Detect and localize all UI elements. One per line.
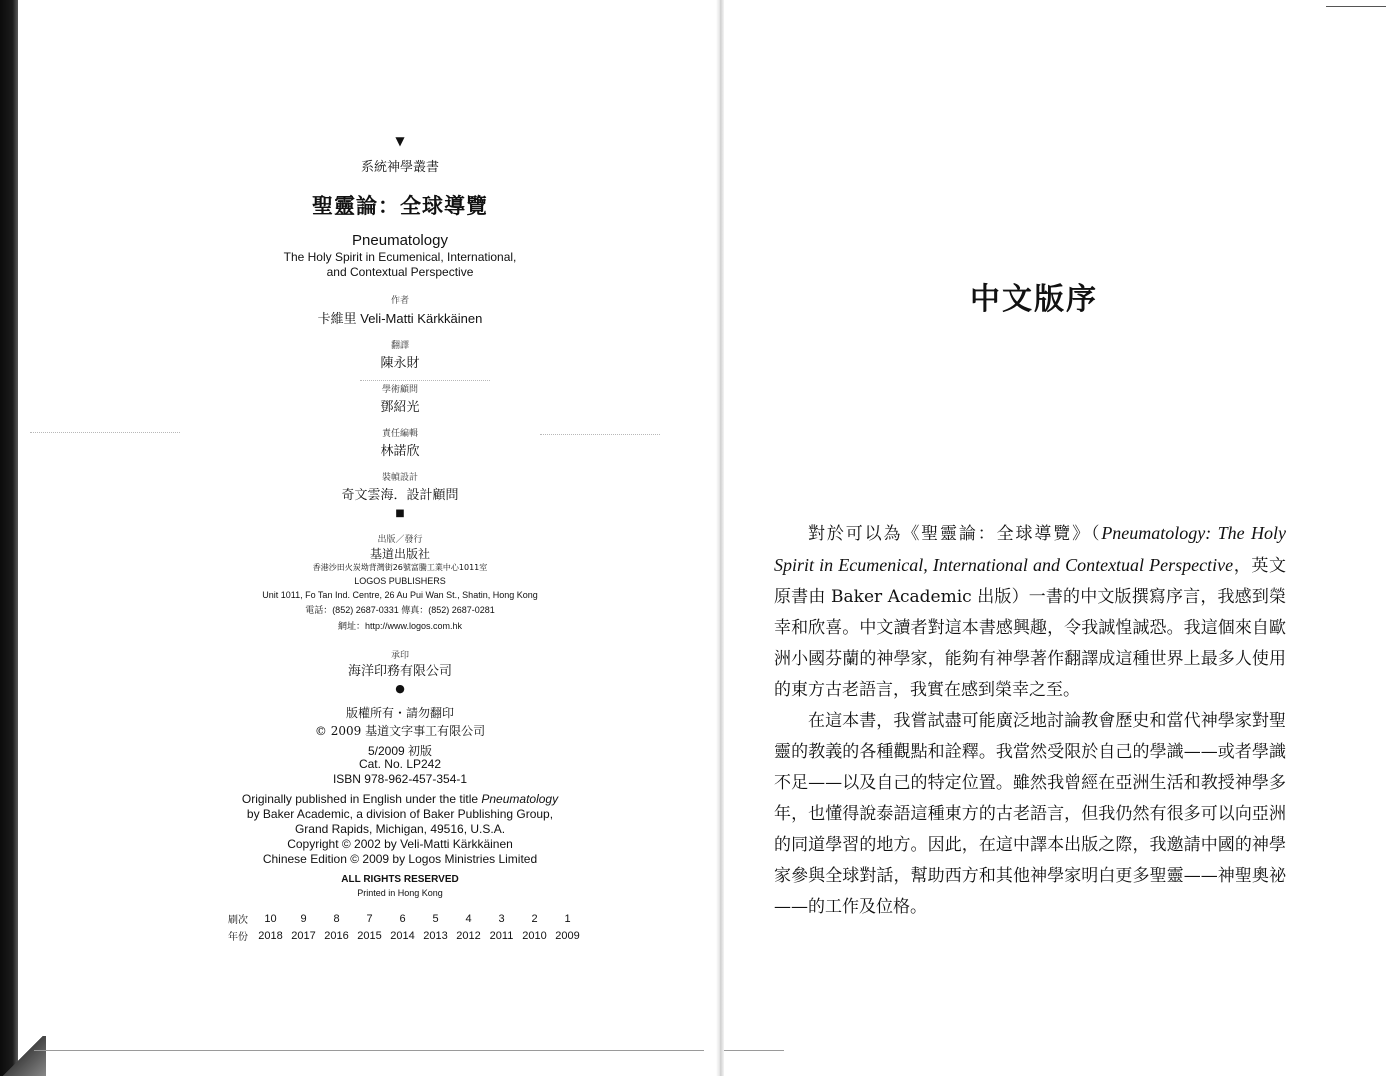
series-marker: ▼ — [395, 134, 405, 148]
page-bottom-edge — [724, 1050, 784, 1051]
imprint-year: 2011 — [489, 929, 514, 942]
book-title-zh: 聖靈論：全球導覽 — [312, 193, 488, 218]
imprint-table — [228, 910, 584, 944]
imprint-print-number: 7 — [366, 912, 373, 925]
scan-artifact-line — [540, 434, 660, 435]
imprint-print-number: 8 — [333, 912, 340, 925]
advisor-label: 學術顧問 — [381, 385, 418, 395]
rights-zh: 版權所有・請勿翻印 — [345, 706, 454, 720]
publisher-name-en: LOGOS PUBLISHERS — [354, 576, 446, 586]
scan-artifact-line — [30, 432, 180, 433]
original-line5: Chinese Edition © 2009 by Logos Ministries Limited — [262, 852, 538, 866]
imprint-print-label: 刷次 — [228, 915, 248, 926]
preface-paragraph-2: 在這本書，我嘗試盡可能廣泛地討論教會歷史和當代神學家對聖靈的教義的各種觀點和詮釋。我當然受限於自己的學識——或者學識不足——以及自己的特定位置。雖然我曾經在亞洲生活和教授神學多年，也懂得說泰語這種東方的古老語言，但我仍然有很多可以向亞洲的同道學習的地方。因此，在這中譯本出版之際，我邀請中國的神學家參與全球對話，幫助西方和其他神學家明白更多聖靈——神聖奧祕——的工作及位格。 — [774, 711, 1286, 917]
catalog-number: Cat. No. LP242 — [358, 757, 442, 771]
book-title-en: Pneumatology — [352, 232, 448, 249]
imprint-print-number: 6 — [399, 912, 406, 925]
translator-name: 陳永財 — [380, 356, 420, 371]
original-line4: Copyright © 2002 by Veli-Matti Kärkkäinen — [287, 837, 513, 851]
edition: 5/2009 初版 — [367, 744, 433, 758]
imprint-year: 2010 — [522, 929, 547, 942]
preface-title: 中文版序 — [970, 282, 1098, 317]
imprint-year: 2013 — [423, 929, 448, 942]
publisher-address-zh: 香港沙田火炭坳背灣街26號富騰工業中心1011室 — [312, 563, 488, 572]
preface-page — [724, 0, 1400, 1076]
square-separator: ■ — [395, 508, 405, 519]
advisor-name: 鄧紹光 — [380, 400, 420, 415]
preface-p1-rest: ，英文原書由 Baker Academic 出版）一書的中文版撰寫序言，我感到榮幸和欣喜。中文讀者對這本書感興趣，令我誠惶誠恐。我這個來自歐洲小國芬蘭的神學家，能夠有神學著作翻譯成這種世界上最多人使用的東方古老語言，我實在感到榮幸之至。 — [774, 556, 1287, 700]
copyright-zh: © 2009 基道文字事工有限公司 — [314, 724, 486, 738]
design-label: 裝幀設計 — [381, 473, 418, 483]
original-line3: Grand Rapids, Michigan, 49516, U.S.A. — [294, 822, 506, 836]
imprint-print-number: 3 — [498, 912, 505, 925]
imprint-year-label: 年份 — [228, 932, 248, 943]
original-line1 — [200, 792, 600, 806]
imprint-print-number: 5 — [432, 912, 439, 925]
editor-name: 林諾欣 — [380, 444, 420, 459]
imprint-print-number: 9 — [300, 912, 307, 925]
imprint-year: 2009 — [555, 929, 580, 942]
book-gutter — [716, 0, 724, 1076]
preface-p1-italic-title: Pneumatology: The Holy Spirit in Ecumenical, International and Contextual Perspective — [774, 523, 1286, 575]
scan-artifact-line — [360, 380, 490, 381]
copyright-page — [20, 0, 716, 1076]
imprint-row-print — [228, 910, 584, 927]
dot-separator: ● — [395, 682, 405, 695]
imprint-year: 2017 — [291, 929, 316, 942]
imprint-year: 2014 — [390, 929, 415, 942]
printer-label: 承印 — [390, 651, 409, 661]
imprint-year: 2015 — [357, 929, 382, 942]
book-subtitle-line2: and Contextual Perspective — [326, 265, 474, 279]
preface-p1-start: 對於可以為《聖靈論：全球導覽》（ — [808, 524, 1102, 544]
book-subtitle-line1: The Holy Spirit in Ecumenical, International, — [283, 250, 517, 264]
imprint-row-year — [228, 927, 584, 944]
translator-label: 翻譯 — [390, 341, 409, 351]
preface-body — [774, 518, 1286, 923]
original-line2: by Baker Academic, a division of Baker Publishing Group, — [246, 807, 554, 821]
imprint-print-number: 4 — [465, 912, 472, 925]
imprint-print-number: 10 — [264, 912, 277, 925]
printer-name: 海洋印務有限公司 — [347, 664, 452, 679]
preface-paragraph-1 — [774, 518, 1286, 706]
author-name: 卡維里 Veli-Matti Kärkkäinen — [317, 311, 483, 326]
publisher-label: 出版／發行 — [377, 535, 423, 545]
publisher-phone-fax: 電話：(852) 2687-0331 傳真：(852) 2687-0281 — [305, 605, 495, 615]
imprint-year: 2016 — [324, 929, 349, 942]
all-rights-reserved: ALL RIGHTS RESERVED — [341, 874, 459, 885]
imprint-year: 2018 — [258, 929, 283, 942]
original-line1-text: Originally published in English under the title — [241, 792, 482, 806]
page-bottom-edge — [34, 1050, 704, 1051]
scan-corner-line — [1326, 6, 1386, 7]
publisher-address-en: Unit 1011, Fo Tan Ind. Centre, 26 Au Pui Wan St., Shatin, Hong Kong — [262, 590, 538, 600]
editor-label: 責任編輯 — [381, 429, 418, 439]
publisher-name: 基道出版社 — [369, 547, 430, 561]
imprint-print-number: 1 — [564, 912, 571, 925]
author-label: 作者 — [390, 296, 409, 306]
imprint-year: 2012 — [456, 929, 481, 942]
isbn: ISBN 978-962-457-354-1 — [332, 772, 468, 786]
printed-in: Printed in Hong Kong — [357, 888, 443, 898]
book-spine-shadow — [0, 0, 18, 1076]
design-name: 奇文雲海．設計顧問 — [341, 488, 459, 503]
imprint-print-number: 2 — [531, 912, 538, 925]
series-name: 系統神學叢書 — [360, 160, 439, 175]
original-title: Pneumatology — [481, 792, 559, 806]
publisher-website: 網址：http://www.logos.com.hk — [337, 621, 463, 631]
